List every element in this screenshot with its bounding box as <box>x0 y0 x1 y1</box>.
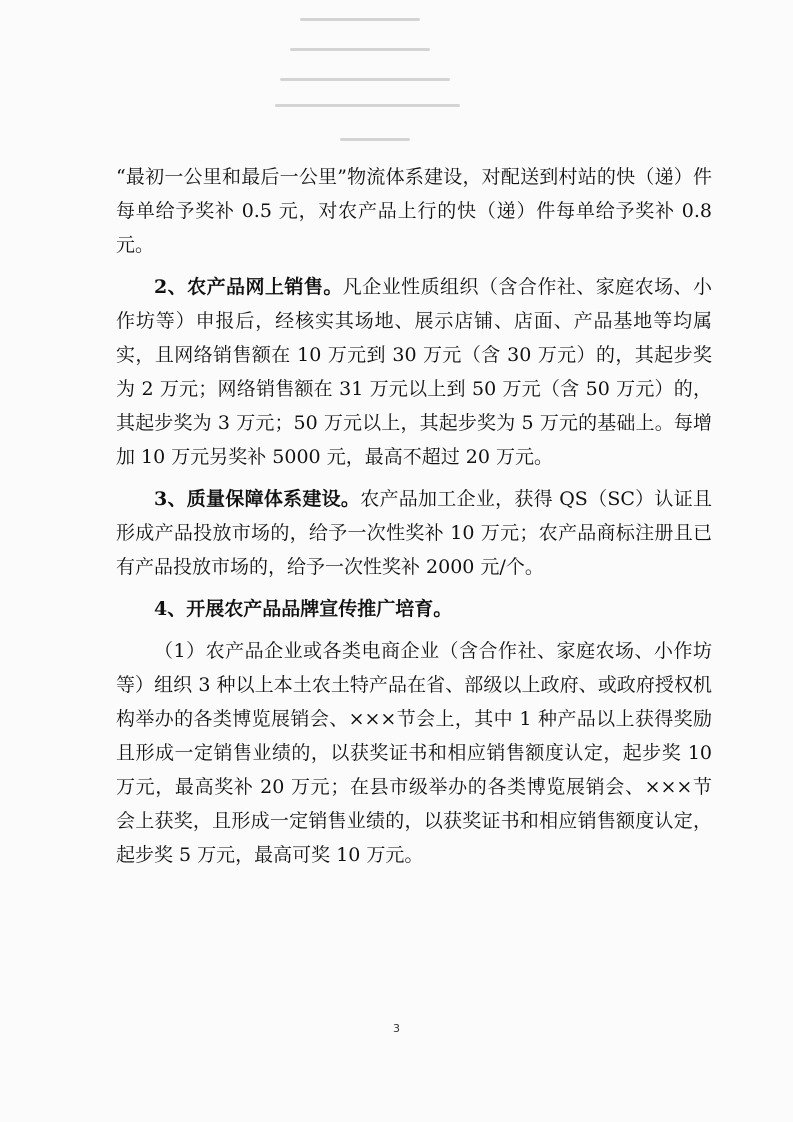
document-body <box>116 160 712 880</box>
paragraph-exhibition-awards <box>116 634 712 872</box>
paragraph-quality-assurance <box>116 482 712 584</box>
paragraph-text: 凡企业性质组织（含合作社、家庭农场、小作坊等）申报后，经核实其场地、展示店铺、店面、产品基地等均属实，且网络销售额在 10 万元到 30 万元（含 30 万元）的，其起步奖为 2 万元；网络销售额在 31 万元以上到 50 万元（含 50 万元）的，其起步奖为 3 万元；50 万元以上，其起步奖为 5 万元的基础上。每增加 10 万元另奖补 5000 元，最高不超过 20 万元。 <box>116 276 712 468</box>
section-heading: 4、开展农产品品牌宣传推广培育。 <box>154 598 453 620</box>
section-heading: 3、质量保障体系建设。 <box>154 488 361 510</box>
page-number: 3 <box>393 1022 400 1035</box>
paragraph-text: “最初一公里和最后一公里”物流体系建设，对配送到村站的快（递）件每单给予奖补 0.5 元，对农产品上行的快（递）件每单给予奖补 0.8 元。 <box>116 166 712 256</box>
paragraph-text: （1）农产品企业或各类电商企业（含合作社、家庭农场、小作坊等）组织 3 种以上本土农土特产品在省、部级以上政府、或政府授权机构举办的各类博览展销会、×××节会上，其中 1 种产品以上获得奖励且形成一定销售业绩的，以获奖证书和相应销售额度认定，起步奖 10 万元，最高奖补 20 万元；在县市级举办的各类博览展销会、×××节会上获奖，且形成一定销售业绩的，以获奖证书和相应销售额度认定，起步奖 5 万元，最高可奖 10 万元。 <box>116 640 712 866</box>
section-heading: 2、农产品网上销售。 <box>154 276 343 298</box>
show-through-text <box>300 0 500 150</box>
paragraph-text: 农产品加工企业，获得 QS（SC）认证且形成产品投放市场的，给予一次性奖补 10 万元；农产品商标注册且已有产品投放市场的，给予一次性奖补 2000 元/个。 <box>116 488 712 578</box>
paragraph-logistics <box>116 160 712 262</box>
paragraph-online-sales <box>116 270 712 474</box>
paragraph-brand-promotion <box>116 592 712 626</box>
